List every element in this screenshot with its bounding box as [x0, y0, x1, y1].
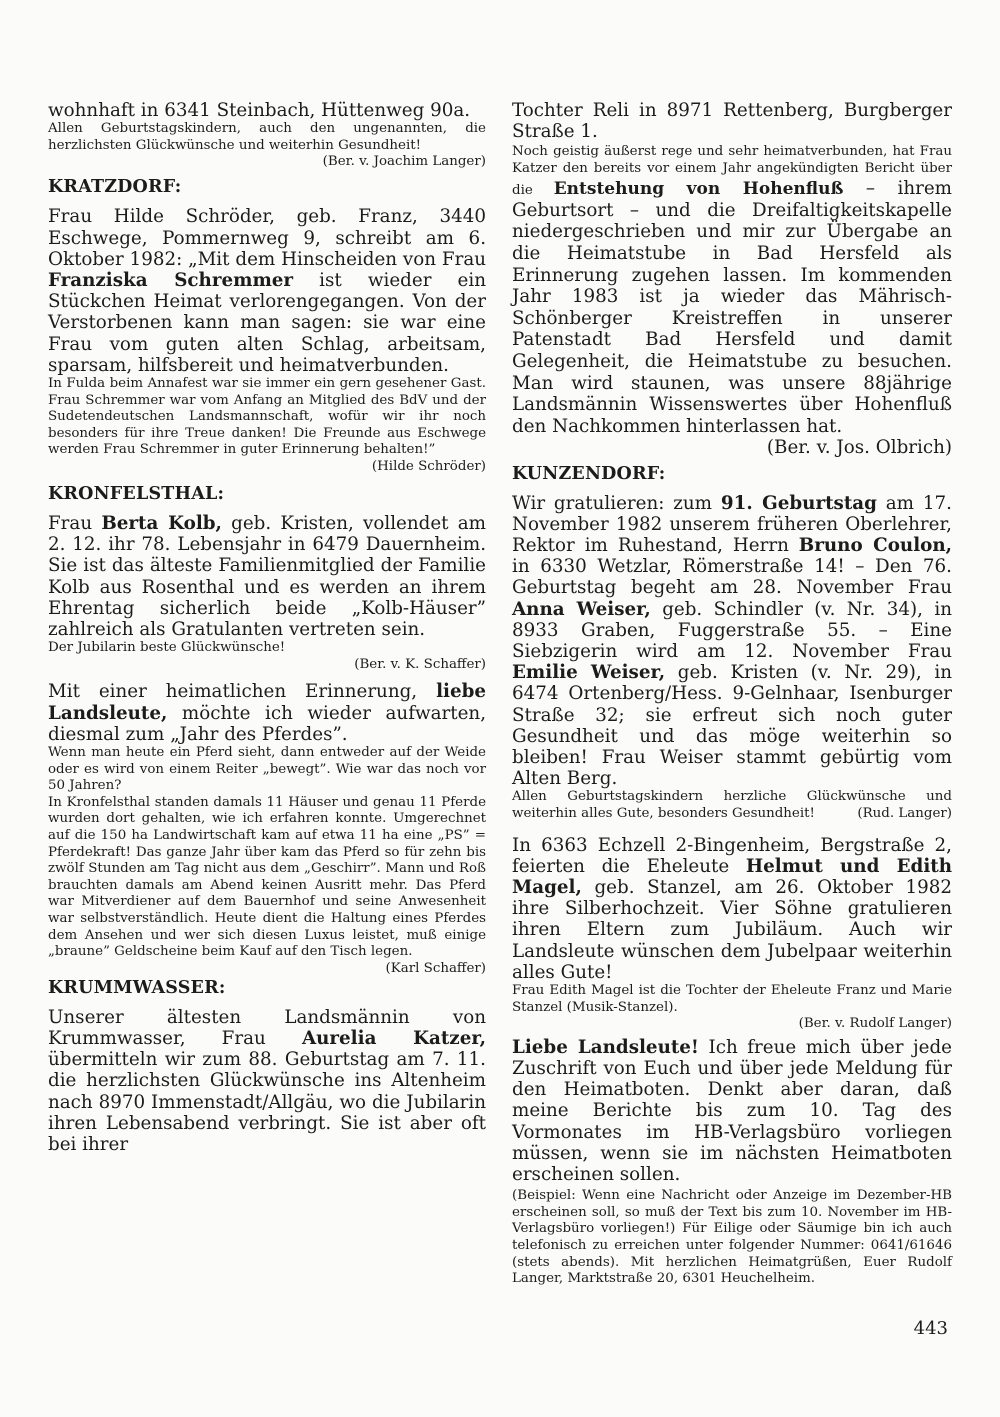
- kratzdorf-paragraph-1: Frau Hilde Schröder, geb. Franz, 3440 Eschwege, Pommernweg 9, schreibt am 6. Oktober 1982: „Mit dem Hinscheiden von Frau Franziska Schremmer ist wieder ein Stückchen Heimat verlorengegangen. Von der Verstorbenen kann man sagen: sie war eine Frau vom guten alten Schlag, arbeitsam, sparsam, hilfsbereit und heimatverbunden.: [48, 206, 486, 376]
- heading-kratzdorf: KRATZDORF:: [48, 177, 182, 198]
- kronfelsthal-paragraph-3: Mit einer heimatlichen Erinnerung, liebe Landsleute, möchte ich wieder aufwarten, diesmal zum „Jahr des Pferdes”.: [48, 681, 486, 745]
- intro-greeting: [48, 121, 486, 170]
- kunzendorf-paragraph-5: Liebe Landsleute! Ich freue mich über jede Zuschrift von Euch und über jede Meldung für den Heimatboten. Denkt aber daran, daß meine Berichte bis zum 10. Tag des Vormonates im HB-Verlagsbüro vorliegen müssen, wenn sie im nächsten Heimatboten erscheinen sollen.: [512, 1036, 952, 1185]
- kronfelsthal-greeting: Der Jubilarin beste Glückwünsche!: [48, 640, 286, 656]
- name-helmut-und-edith-magel: Helmut und Edith Magel,: [512, 855, 952, 898]
- heading-kunzendorf: KUNZENDORF:: [512, 463, 666, 484]
- kunzendorf-paragraph-6: (Beispiel: Wenn eine Nachricht oder Anzeige im Dezember-HB erscheinen soll, so muß der Text bis zum 10. November im HB-Verlagsbüro vorliegen!) Für Eilige oder Säumige bin ich auch telefonisch zu erreichen unter folgender Nummer: 0641/61646 (stets abends). Mit herzlichen Heimatgrüßen, Euer Rudolf Langer, Marktstraße 20, 6301 Heuchelheim.: [512, 1188, 952, 1287]
- kunzendorf-p4-credit: (Ber. v. Rudolf Langer): [798, 1016, 952, 1032]
- heading-kronfelsthal: KRONFELSTHAL:: [48, 483, 225, 504]
- kunzendorf-paragraph-3: In 6363 Echzell 2-Bingenheim, Bergstraße 2, feierten die Eheleute Helmut und Edith Magel, geb. Stanzel, am 26. Oktober 1982 ihre Silberhochzeit. Vier Söhne gratulieren ihren Eltern zum Jubiläum. Auch wir Landsleute wünschen dem Jubelpaar weiterhin alles Gute!: [512, 834, 952, 983]
- intro-greeting-text: Allen Geburtstagskindern, auch den ungenannten, die herzlichsten Glückwünsche und weiterhin Gesundheit!: [48, 121, 486, 153]
- right-intro-paragraph: Noch geistig äußerst rege und sehr heimatverbunden, hat Frau Katzer den bereits vor einem Jahr angekündigten Bericht über die Entstehung von Hohenfluß – ihrem Geburtsort – und die Dreifaltigkeitskapelle niedergeschrieben und mir zur Übergabe an die Heimatstube in Bad Hersfeld als Erinnerung zugehen lassen. Im kommenden Jahr 1983 ist ja wieder das Mährisch-Schönberger Kreistreffen in unserer Patenstadt Bad Hersfeld und damit Gelegenheit, die Heimatstube zu besuchen. Man wird staunen, was unsere 88jährige Landsmännin Wissenswertes über Hohenfluß den Nachkommen hinterlassen hat.: [512, 144, 952, 437]
- kratzdorf-credit: (Hilde Schröder): [371, 458, 486, 474]
- phrase-91-geburtstag: 91. Geburtstag: [720, 492, 877, 514]
- right-intro-text: Tochter Reli in 8971 Rettenberg, Burgberger Straße 1.: [512, 100, 952, 143]
- page-number: 443: [913, 1318, 948, 1339]
- name-berta-kolb: Berta Kolb,: [101, 512, 222, 534]
- phrase-entstehung-von-hohenfluss: Entstehung von Hohenfluß: [553, 178, 844, 199]
- kunzendorf-paragraph-2: Allen Geburtstagskindern herzliche Glückwünsche und weiterhin alles Gute, besonders Gesundheit! (Rud. Langer): [512, 789, 952, 821]
- heading-krummwasser: KRUMMWASSER:: [48, 977, 226, 998]
- right-intro-credit: (Ber. v. Jos. Olbrich): [766, 437, 952, 459]
- kunzendorf-paragraph-1: Wir gratulieren: zum 91. Geburtstag am 17. November 1982 unserem früheren Oberlehrer, Rektor im Ruhestand, Herrn Bruno Coulon, in 6330 Wetzlar, Römerstraße 14! – Den 76. Geburtstag begeht am 28. November Frau Anna Weiser, geb. Schindler (v. Nr. 34), in 8933 Graben, Fuggerstraße 55. – Eine Siebzigerin wird am 12. November Frau Emilie Weiser, geb. Kristen (v. Nr. 29), in 6474 Ortenberg/Hess. 9-Gelnhaar, Isenburger Straße 32; sie erfreut sich noch guter Gesundheit und das möge weiterhin so bleiben! Frau Weiser stammt gebürtig vom Alten Berg.: [512, 492, 952, 790]
- kronfelsthal-p5-credit: (Karl Schaffer): [385, 960, 486, 976]
- kronfelsthal-paragraph-4: Wenn man heute ein Pferd sieht, dann entweder auf der Weide oder es wird von einem Reiter „bewegt”. Wie war das noch vor 50 Jahren?: [48, 745, 486, 794]
- name-bruno-coulon: Bruno Coulon,: [798, 534, 952, 556]
- name-franziska-schremmer: Franziska Schremmer: [48, 270, 294, 291]
- intro-credit: (Ber. v. Joachim Langer): [322, 154, 486, 170]
- left-column: [48, 100, 486, 1155]
- phrase-liebe-landsleute: liebe Landsleute,: [48, 681, 486, 724]
- name-aurelia-katzer: Aurelia Katzer,: [301, 1027, 486, 1049]
- intro-text: wohnhaft in 6341 Steinbach, Hüttenweg 90a.: [48, 100, 471, 121]
- kratzdorf-paragraph-2: In Fulda beim Annafest war sie immer ein gern gesehener Gast. Frau Schremmer war vom Anfang an Mitglied des BdV und der Sudetendeutschen Landsmannschaft, wofür wir ihr noch besonders für ihre Treue danken! Die Freunde aus Eschwege werden Frau Schremmer in guter Erinnerung behalten!” (Hilde Schröder): [48, 376, 486, 474]
- kronfelsthal-paragraph-1: Frau Berta Kolb, geb. Kristen, vollendet am 2. 12. ihr 78. Lebensjahr in 6479 Dauernheim. Sie ist das älteste Familienmitglied der Familie Kolb aus Rosenthal und es werden an ihrem Ehrentag sicherlich beide „Kolb-Häuser” zahlreich als Gratulanten vertreten sein.: [48, 512, 486, 640]
- right-column: [512, 100, 952, 1288]
- krummwasser-paragraph-1: Unserer ältesten Landsmännin von Krummwasser, Frau Aurelia Katzer, übermitteln wir zum 88. Geburtstag am 7. 11. die herzlichsten Glückwünsche ins Altenheim nach 8970 Immenstadt/Allgäu, wo die Jubilarin ihren Lebensabend verbringt. Sie ist aber oft bei ihrer: [48, 1006, 486, 1155]
- kunzendorf-p2-credit: (Rud. Langer): [857, 805, 952, 821]
- kunzendorf-paragraph-4: Frau Edith Magel ist die Tochter der Eheleute Franz und Marie Stanzel (Musik-Stanzel).: [512, 982, 952, 1015]
- kronfelsthal-credit: (Ber. v. K. Schaffer): [354, 656, 486, 672]
- phrase-liebe-landsleute-2: Liebe Landsleute!: [512, 1036, 699, 1058]
- name-anna-weiser: Anna Weiser,: [512, 598, 651, 620]
- name-emilie-weiser: Emilie Weiser,: [512, 662, 666, 684]
- kronfelsthal-paragraph-5: In Kronfelsthal standen damals 11 Häuser und genau 11 Pferde wurden dort gehalten, wie ich erfahren konnte. Umgerechnet auf die 150 ha Landwirtschaft kam auf etwa 11 ha eine „PS” = Pferdekraft! Das ganze Jahr über kam das Pferd so für zehn bis zwölf Stunden am Tag nicht aus dem „Geschirr”. Mann und Roß brauchten damals am Abend keinen Ausritt mehr. Das Pferd war Mitverdiener auf dem Bauernhof und seine Anwesenheit war selbstverständlich. Heute dient die Haltung eines Pferdes dem Ansehen und wer sich diesen Luxus leistet, muß einige „braune” Geldscheine beim Kauf auf den Tisch legen. (Karl Schaffer): [48, 794, 486, 976]
